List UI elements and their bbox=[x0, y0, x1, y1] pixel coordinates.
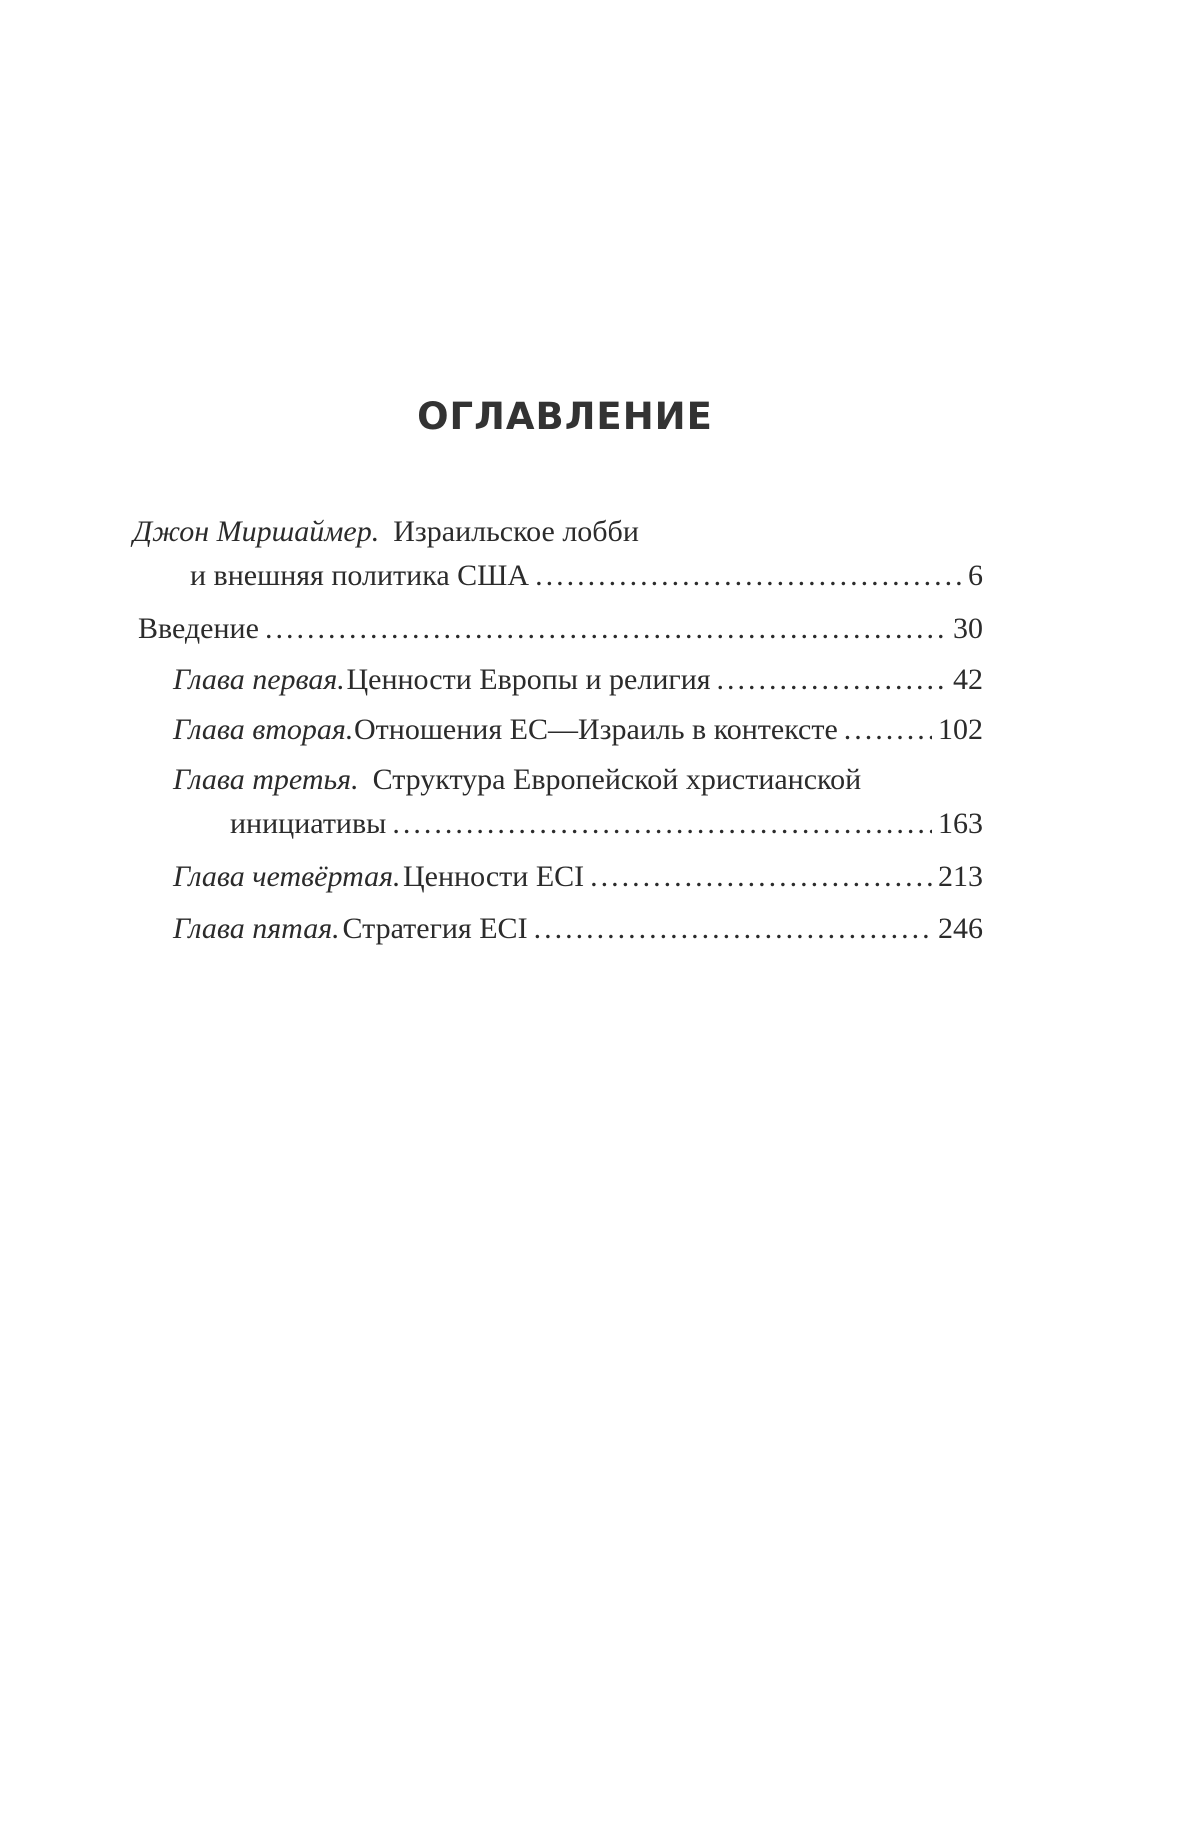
toc-page-number: 42 bbox=[953, 663, 983, 696]
toc-chapter-label: Глава четвёртая. bbox=[173, 860, 401, 893]
dot-leader bbox=[265, 607, 947, 651]
toc-entry-title: Ценности ECI bbox=[403, 860, 585, 893]
toc-entry-title: Стратегия ECI bbox=[342, 912, 528, 945]
toc-entry-title: Отношения ЕС—Израиль в контексте bbox=[354, 713, 838, 746]
toc-entry-line-2 bbox=[133, 554, 983, 598]
toc-entry-title-continued: инициативы bbox=[230, 807, 387, 840]
dot-leader bbox=[717, 658, 947, 702]
toc-entry-chapter-3[interactable] bbox=[173, 758, 983, 846]
dot-leader bbox=[844, 708, 932, 752]
toc-page-number: 246 bbox=[938, 912, 983, 945]
dot-leader bbox=[590, 855, 932, 899]
toc-entry-chapter-1[interactable] bbox=[173, 658, 983, 702]
toc-chapter-label: Глава первая. bbox=[173, 663, 345, 696]
toc-page-number: 213 bbox=[938, 860, 983, 893]
toc-entry-introduction[interactable] bbox=[138, 607, 983, 651]
toc-page-number: 6 bbox=[968, 559, 983, 592]
toc-chapter-label: Глава третья. bbox=[173, 763, 359, 796]
toc-entry-title-continued: и внешняя политика США bbox=[190, 559, 530, 592]
toc-page-number: 163 bbox=[938, 807, 983, 840]
toc-entry-line-1 bbox=[133, 510, 983, 554]
toc-entry-title: Введение bbox=[138, 612, 259, 645]
dot-leader bbox=[392, 802, 932, 846]
toc-author: Джон Миршаймер. bbox=[133, 515, 380, 548]
toc-entry-title: Ценности Европы и религия bbox=[346, 663, 711, 696]
page-title: ОГЛАВЛЕНИЕ bbox=[417, 395, 713, 438]
toc-entry-chapter-5[interactable] bbox=[173, 907, 983, 951]
toc-entry-title: Израильское лобби bbox=[393, 515, 639, 548]
toc-chapter-label: Глава пятая. bbox=[173, 912, 340, 945]
dot-leader bbox=[534, 907, 932, 951]
toc-page-number: 102 bbox=[938, 713, 983, 746]
toc-entry-title: Структура Европейской христианской bbox=[372, 763, 862, 796]
dot-leader bbox=[535, 554, 962, 598]
toc-page-number: 30 bbox=[953, 612, 983, 645]
toc-entry-chapter-4[interactable] bbox=[173, 855, 983, 899]
toc-chapter-label: Глава вторая. bbox=[173, 713, 354, 746]
toc-entry-chapter-2[interactable] bbox=[173, 708, 983, 752]
toc-entry-mearsheimer[interactable] bbox=[133, 510, 983, 598]
